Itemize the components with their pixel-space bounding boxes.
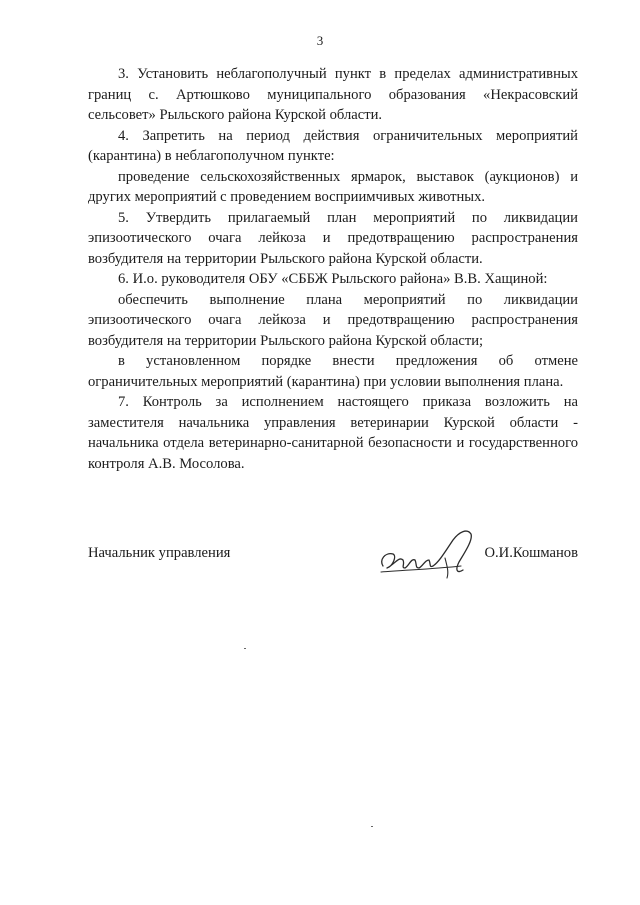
signatory-position: Начальник управления (88, 545, 231, 561)
signatory-name: О.И.Кошманов (484, 545, 578, 561)
paragraph-item-3: 3. Установить неблагополучный пункт в пределах административных границ с. Артюшково муниципального образования «Некрасовский сельсовет» Рыльского района Курской области. (88, 66, 578, 123)
paragraph-item-6: 6. И.о. руководителя ОБУ «СББЖ Рыльского района» В.В. Хащиной: (118, 271, 548, 287)
signature-block (88, 543, 578, 567)
handwritten-signature (375, 522, 495, 582)
scan-speck (371, 826, 373, 827)
paragraph-item-6-detail-2: в установленном порядке внести предложения об отмене ограничительных мероприятий (карантина) при условии выполнения плана. (88, 353, 578, 390)
paragraph-item-4-detail: проведение сельскохозяйственных ярмарок, выставок (аукционов) и других мероприятий с проведением восприимчивых животных. (88, 168, 578, 205)
document-body (88, 64, 578, 474)
paragraph-item-4: 4. Запретить на период действия ограничительных мероприятий (карантина) в неблагополучном пункте: (88, 127, 578, 164)
paragraph-item-5: 5. Утвердить прилагаемый план мероприятий по ликвидации эпизоотического очага лейкоза и предотвращению распространения возбудителя на территории Рыльского района Курской области. (88, 209, 578, 267)
page-number: 3 (316, 33, 324, 48)
paragraph-item-7: 7. Контроль за исполнением настоящего приказа возложить на заместителя начальника управления ветеринарии Курской области - начальника отдела ветеринарно-санитарной безопасности и государственного контроля А.В. Мосолова. (88, 394, 578, 472)
scan-speck (244, 648, 246, 649)
paragraph-item-6-detail-1: обеспечить выполнение плана мероприятий по ликвидации эпизоотического очага лейкоза и предотвращению распространения возбудителя на территории Рыльского района Курской области; (88, 291, 578, 349)
